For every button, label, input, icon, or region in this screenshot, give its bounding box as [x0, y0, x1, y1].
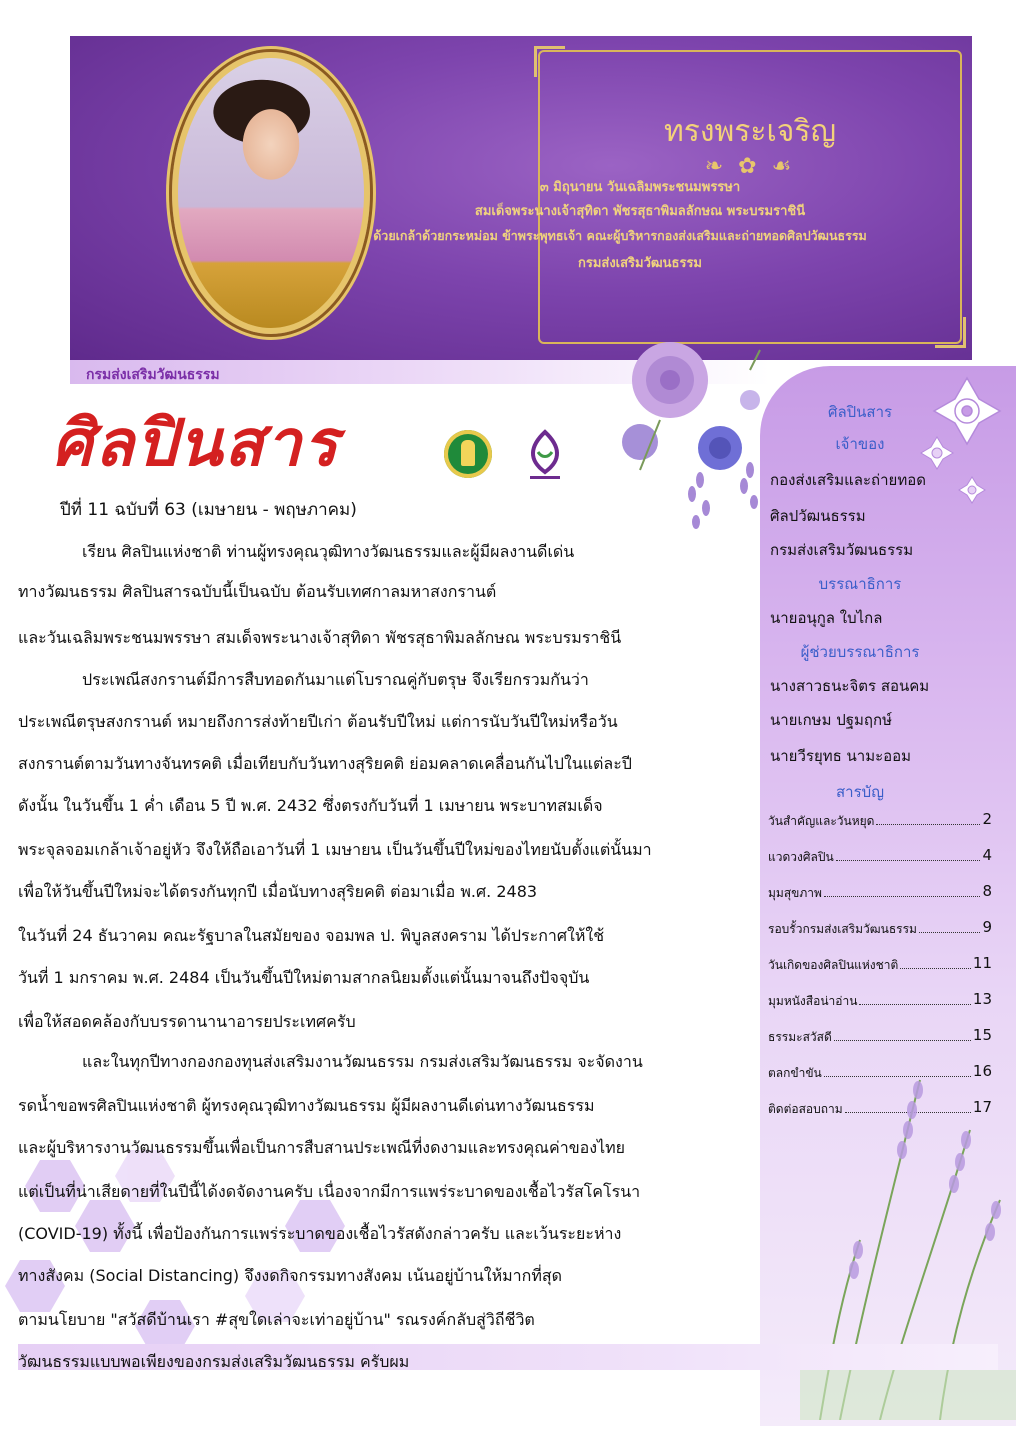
body-line: ทางวัฒนธรรม ศิลปินสารฉบับนี้เป็นฉบับ ต้อนรับเทศกาลมหาสงกรานต์: [18, 582, 497, 601]
body-line: เรียน ศิลปินแห่งชาติ ท่านผู้ทรงคุณวุฒิทางวัฒนธรรมและผู้มีผลงานดีเด่น: [82, 542, 575, 561]
toc-leader: [876, 812, 980, 825]
toc-title: แวดวงศิลปิน: [768, 850, 834, 864]
issue-info: ปีที่ 11 ฉบับที่ 63 (เมษายน - พฤษภาคม): [60, 500, 357, 520]
toc-page: 16: [972, 1062, 992, 1080]
toc-page: 17: [972, 1098, 992, 1116]
toc-leader: [824, 884, 981, 897]
body-line: ทางสังคม (Social Distancing) จึงงดกิจกรรมทางสังคม เน้นอยู่บ้านให้มากที่สุด: [18, 1266, 563, 1285]
masthead-title: ศิลปินสาร: [52, 406, 340, 481]
toc-title: ติดต่อสอบถาม: [768, 1102, 843, 1116]
body-line: และในทุกปีทางกองกองทุนส่งเสริมงานวัฒนธรรม กรมส่งเสริมวัฒนธรรม จะจัดงาน: [82, 1052, 643, 1071]
toc-title: รอบรั้วกรมส่งเสริมวัฒนธรรม: [768, 922, 917, 936]
body-line: พระจุลจอมเกล้าเจ้าอยู่หัว จึงให้ถือเอาวันที่ 1 เมษายน เป็นวันขึ้นปีใหม่ของไทยนับตั้งแต่นั้นมา: [18, 840, 652, 859]
toc-page: 9: [982, 918, 992, 936]
department-label: กรมส่งเสริมวัฒนธรรม: [86, 367, 220, 383]
toc-leader: [900, 956, 971, 969]
body-line: (COVID-19) ทั้งนี้ เพื่อป้องกันการแพร่ระบาดของเชื้อไวรัสดังกล่าวครับ และเว้นระยะห่าง: [18, 1224, 622, 1243]
toc-item[interactable]: [768, 956, 992, 992]
toc-leader: [836, 848, 981, 861]
body-line: เพื่อให้วันขึ้นปีใหม่จะได้ตรงกันทุกปี เมื่อนับทางสุริยคติ ต่อมาเมื่อ พ.ศ. 2483: [18, 882, 538, 901]
sidebar-heading: ศิลปินสาร: [827, 403, 893, 421]
body-line: วันที่ 1 มกราคม พ.ศ. 2484 เป็นวันขึ้นปีใหม่ตามสากลนิยมตั้งแต่นั้นมาจนถึงปัจจุบัน: [18, 968, 590, 987]
sidebar-heading: เจ้าของ: [835, 435, 885, 453]
toc-page: 13: [972, 990, 992, 1008]
department-logo: [520, 428, 570, 482]
toc-item[interactable]: [768, 812, 992, 848]
body-line: และผู้บริหารงานวัฒนธรรมขึ้นเพื่อเป็นการสืบสานประเพณีที่งดงามและทรงคุณค่าของไทย: [18, 1138, 626, 1157]
ornament-icon: ❧ ✿ ☙: [704, 154, 796, 179]
toc-title: มุมหนังสือน่าอ่าน: [768, 994, 858, 1008]
toc-title: วันสำคัญและวันหยุด: [768, 814, 875, 828]
editor-heading: บรรณาธิการ: [818, 575, 902, 593]
toc-item[interactable]: [768, 884, 992, 920]
assistant-editor-name: นางสาวธนะจิตร สอนคม: [770, 677, 930, 695]
royal-banner: [70, 36, 972, 360]
body-line: ประเพณีตรุษสงกรานต์ หมายถึงการส่งท้ายปีเก่า ต้อนรับปีใหม่ แต่การนับวันปีใหม่หรือวัน: [18, 712, 618, 731]
body-line: ประเพณีสงกรานต์มีการสืบทอดกันมาแต่โบราณคู่กับตรุษ จึงเรียกรวมกันว่า: [82, 670, 589, 689]
toc-item[interactable]: [768, 848, 992, 884]
body-line: แต่เป็นที่น่าเสียดายที่ในปีนี้ได้งดจัดงานครับ เนื่องจากมีการแพร่ระบาดของเชื้อไวรัสโคโรนา: [18, 1182, 641, 1201]
toc-title: มุมสุขภาพ: [768, 886, 822, 900]
assistant-editor-name: นายวีรยุทธ นามะออม: [770, 747, 912, 765]
toc-page: 2: [982, 810, 992, 828]
toc-page: 11: [972, 954, 992, 972]
toc-title: ธรรมะสวัสดี: [768, 1030, 832, 1044]
banner-line: ๓ มิถุนายน วันเฉลิมพระชนมพรรษา: [539, 180, 741, 195]
body-line: ตามนโยบาย "สวัสดีบ้านเรา #สุขใดเล่าจะเท่าอยู่บ้าน" รณรงค์กลับสู่วิถีชีวิต: [18, 1310, 535, 1329]
toc-leader: [919, 920, 981, 933]
banner-line: กรมส่งเสริมวัฒนธรรม: [577, 256, 703, 271]
toc-heading: สารบัญ: [836, 783, 884, 801]
toc-title: วันเกิดของศิลปินแห่งชาติ: [768, 958, 899, 972]
toc-leader: [859, 992, 970, 1005]
body-line: ในวันที่ 24 ธันวาคม คณะรัฐบาลในสมัยของ จอมพล ป. พิบูลสงคราม ได้ประกาศให้ใช้: [18, 926, 605, 945]
body-line: เพื่อให้สอดคล้องกับบรรดานานาอารยประเทศครับ: [18, 1012, 356, 1031]
body-line: รดน้ำขอพรศิลปินแห่งชาติ ผู้ทรงคุณวุฒิทางวัฒนธรรม ผู้มีผลงานดีเด่นทางวัฒนธรรม: [18, 1096, 595, 1115]
toc-page: 8: [982, 882, 992, 900]
toc-item[interactable]: [768, 992, 992, 1028]
banner-title: ทรงพระเจริญ: [663, 114, 837, 149]
banner-line: สมเด็จพระนางเจ้าสุทิดา พัชรสุธาพิมลลักษณ พระบรมราชินี: [474, 204, 806, 219]
toc-item[interactable]: [768, 920, 992, 956]
owner-line: กรมส่งเสริมวัฒนธรรม: [770, 541, 914, 559]
body-line: ดังนั้น ในวันขึ้น 1 ค่ำ เดือน 5 ปี พ.ศ. 2432 ซึ่งตรงกับวันที่ 1 เมษายน พระบาทสมเด็จ: [18, 796, 603, 815]
body-line: วัฒนธรรมแบบพอเพียงของกรมส่งเสริมวัฒนธรรม ครับผม: [18, 1352, 410, 1371]
body-line: สงกรานต์ตามวันทางจันทรคติ เมื่อเทียบกับวันทางสุริยคติ ย่อมคลาดเคลื่อนกันไปในแต่ละปี: [18, 754, 632, 773]
assistant-editor-heading: ผู้ช่วยบรรณาธิการ: [800, 643, 920, 661]
ministry-logo: [444, 430, 492, 478]
banner-frame: [538, 50, 962, 344]
royal-portrait: [172, 52, 370, 334]
body-line: และวันเฉลิมพระชนมพรรษา สมเด็จพระนางเจ้าสุทิดา พัชรสุธาพิมลลักษณ พระบรมราชินี: [18, 628, 622, 647]
owner-line: กองส่งเสริมและถ่ายทอด: [770, 471, 926, 489]
toc-title: ตลกขำขัน: [768, 1066, 822, 1080]
toc-page: 15: [972, 1026, 992, 1044]
thai-ornament-icon: [958, 476, 986, 504]
editor-name: นายอนุกูล ใบไกล: [770, 609, 883, 627]
assistant-editor-name: นายเกษม ปฐมฤกษ์: [770, 711, 892, 729]
banner-line: ด้วยเกล้าด้วยกระหม่อม ข้าพระพุทธเจ้า คณะผู้บริหารกองส่งเสริมและถ่ายทอดศิลปวัฒนธรรม: [373, 228, 867, 243]
owner-line: ศิลปวัฒนธรรม: [770, 507, 866, 525]
toc-page: 4: [982, 846, 992, 864]
